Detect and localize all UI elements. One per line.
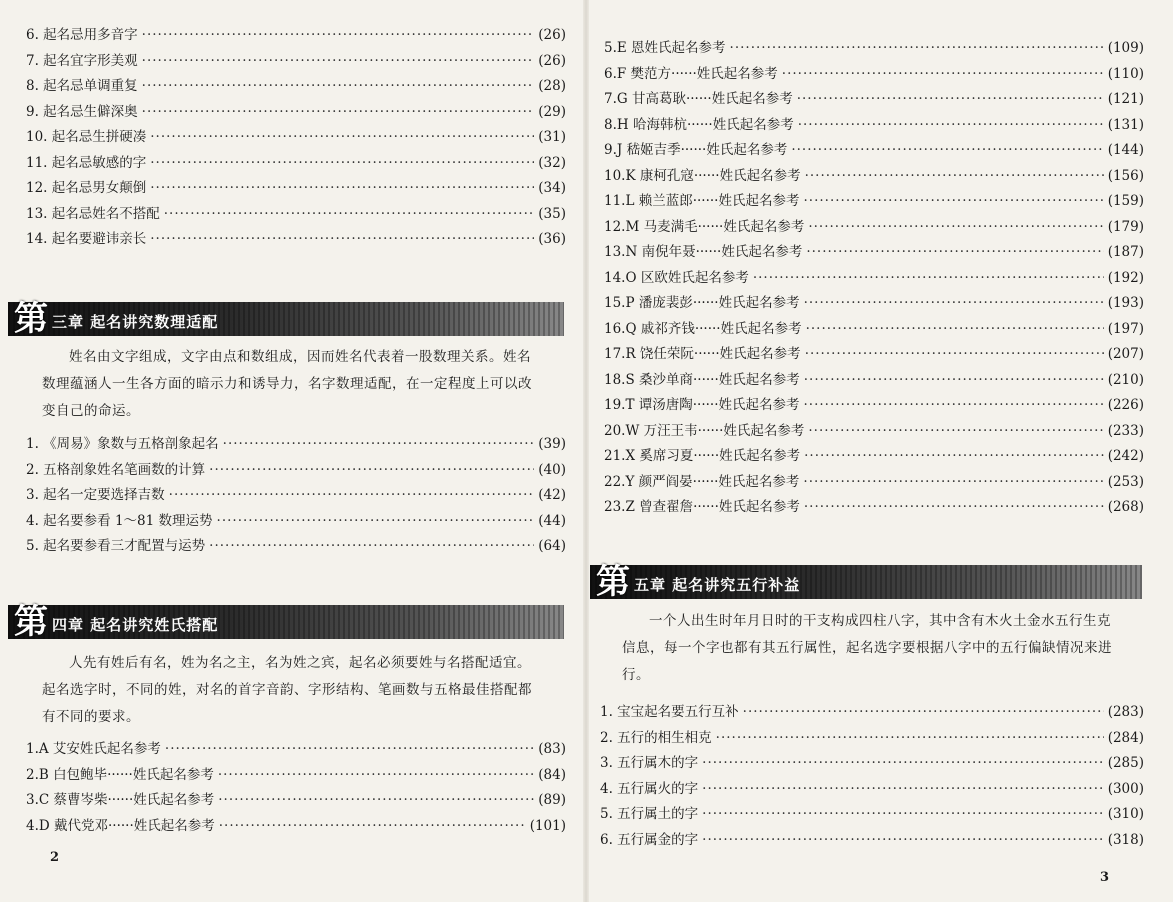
toc-leader-dots [806,244,1103,260]
right-page [586,0,1173,902]
toc-leader-dots [808,423,1103,439]
toc-item-label: 2. 五格剖象姓名笔画数的计算 [26,461,206,478]
toc-item-label: 5.E 恩姓氏起名参考 [604,40,726,56]
toc-item-page: (35) [538,205,566,222]
toc-item-page: (210) [1107,371,1144,388]
toc-item-page: (144) [1107,142,1144,158]
toc-item-page: (42) [538,487,566,503]
toc-item [600,726,1144,752]
toc-leader-dots [804,295,1104,311]
toc-item-label: 9.J 嵇姬吉季······姓氏起名参考 [604,142,788,158]
toc-item-page: (233) [1107,422,1144,439]
toc-item [604,164,1144,190]
chapter-title: 四章 起名讲究姓氏搭配 [52,616,219,634]
toc-leader-dots [702,781,1104,797]
toc-item [604,87,1144,113]
chapter-banner [590,562,1142,602]
toc-leader-dots [218,767,534,783]
toc-leader-dots [169,487,535,503]
toc-item-label: 15.P 潘庞裴彭······姓氏起名参考 [604,295,800,311]
toc-item [604,317,1144,343]
toc-item-label: 22.Y 颜严阎晏······姓氏起名参考 [604,473,800,490]
chapter-banner [8,602,564,642]
toc-item [26,202,566,228]
toc-item [604,266,1144,292]
toc-leader-dots [209,462,534,478]
toc-item [26,74,566,100]
chapter-initial: 第 [14,602,48,642]
toc-leader-dots [730,40,1104,56]
toc-leader-dots [165,741,534,757]
toc-leader-dots [804,448,1104,464]
toc-item-page: (32) [538,154,566,171]
toc-item-label: 10. 起名忌生拼硬凑 [26,129,147,145]
toc-item [604,138,1144,164]
toc-item-label: 2. 五行的相生相克 [600,729,712,746]
toc-item-page: (26) [538,27,566,43]
toc-leader-dots [716,730,1104,746]
toc-leader-dots [804,499,1104,515]
toc-item-label: 7. 起名宜字形美观 [26,52,138,69]
toc-item-label: 2.B 白包鲍毕······姓氏起名参考 [26,766,214,783]
toc-item-page: (110) [1107,65,1144,82]
toc-item-label: 1. 宝宝起名要五行互补 [600,704,739,720]
toc-item [604,368,1144,394]
toc-item-label: 6. 五行属金的字 [600,831,699,848]
toc-item [604,291,1144,317]
toc-item [600,828,1144,854]
chapter-initial: 第 [14,299,48,339]
toc-item-page: (40) [538,461,566,478]
toc-item [26,737,566,763]
toc-item [604,62,1144,88]
toc-item [26,763,566,789]
toc-leader-dots [702,755,1104,771]
toc-leader-dots [218,792,534,808]
toc-list [26,737,566,839]
toc-item-label: 4.D 戴代党邓······姓氏起名参考 [26,817,215,834]
toc-item-label: 6.F 樊范方······姓氏起名参考 [604,65,778,82]
toc-item-page: (207) [1107,346,1144,362]
toc-item [600,751,1144,777]
toc-leader-dots [808,219,1103,235]
toc-item [600,700,1144,726]
toc-item-label: 3. 五行属木的字 [600,755,699,771]
toc-item [26,176,566,202]
page-number: 3 [1100,870,1110,885]
toc-item-page: (83) [538,741,566,757]
toc-item-page: (193) [1107,295,1144,311]
toc-item [26,534,566,560]
toc-leader-dots [150,231,534,247]
toc-leader-dots [803,193,1103,209]
toc-item-page: (36) [538,231,566,247]
toc-leader-dots [217,513,535,529]
toc-leader-dots [806,321,1104,337]
toc-item-page: (31) [538,129,566,145]
toc-item-page: (64) [538,538,566,554]
toc-leader-dots [803,474,1103,490]
toc-item [604,113,1144,139]
toc-item-label: 1. 《周易》象数与五格剖象起名 [26,436,219,452]
left-page [0,0,586,902]
toc-item-page: (34) [538,180,566,196]
toc-item-label: 4. 五行属火的字 [600,780,699,797]
toc-item-page: (26) [538,52,566,69]
toc-item [26,483,566,509]
toc-item-label: 11.L 赖兰蓝郎······姓氏起名参考 [604,193,800,209]
toc-leader-dots [791,142,1103,158]
toc-item-page: (131) [1107,116,1144,133]
toc-leader-dots [142,53,535,69]
chapter-intro: 人先有姓后有名，姓为名之主，名为姓之宾，起名必须要姓与名搭配适宜。起名选字时，不同的姓，对名的首字音韵、字形结构、笔画数与五格最佳搭配都有不同的要求。 [42,655,532,725]
toc-leader-dots [150,180,534,196]
toc-item-page: (197) [1107,320,1144,337]
toc-list [26,23,566,253]
toc-item [26,458,566,484]
toc-item-label: 6. 起名忌用多音字 [26,27,138,43]
toc-list [26,432,566,560]
toc-item [604,495,1144,521]
toc-item-label: 3.C 蔡曹岑柴······姓氏起名参考 [26,792,215,808]
toc-leader-dots [702,832,1104,848]
toc-item-page: (44) [538,512,566,529]
toc-item-label: 7.G 甘高葛耿······姓氏起名参考 [604,91,793,107]
toc-leader-dots [743,704,1104,720]
toc-item-page: (242) [1107,448,1144,464]
toc-item-label: 20.W 万汪王韦······姓氏起名参考 [604,422,805,439]
toc-item-page: (29) [538,103,566,120]
toc-item-page: (285) [1107,755,1144,771]
toc-item-label: 4. 起名要参看 1～81 数理运势 [26,512,213,529]
toc-item-label: 8.H 哈海韩杭······姓氏起名参考 [604,116,794,133]
toc-item-label: 5. 五行属土的字 [600,806,699,822]
toc-item [604,470,1144,496]
chapter-intro: 一个人出生时年月日时的干支构成四柱八字，其中含有木火土金水五行生克信息，每一个字也都有其五行属性，起名选字要根据八字中的五行偏缺情况来进行。 [622,613,1112,683]
toc-item-label: 18.S 桑沙单商······姓氏起名参考 [604,371,800,388]
toc-item [26,100,566,126]
toc-item-page: (28) [538,78,566,94]
toc-item-label: 14. 起名要避讳亲长 [26,231,147,247]
toc-item-page: (39) [538,436,566,452]
toc-item-label: 8. 起名忌单调重复 [26,78,138,94]
toc-item [26,509,566,535]
toc-item [26,151,566,177]
toc-item-label: 3. 起名一定要选择吉数 [26,487,165,503]
toc-item-label: 13. 起名忌姓名不搭配 [26,205,160,222]
toc-item [604,342,1144,368]
toc-leader-dots [797,91,1104,107]
toc-item-page: (89) [538,792,566,808]
toc-item-label: 23.Z 曾查翟詹······姓氏起名参考 [604,499,800,515]
toc-item [26,23,566,49]
toc-leader-dots [142,27,535,43]
toc-item [604,419,1144,445]
toc-item [26,788,566,814]
toc-leader-dots [209,538,534,554]
toc-item-label: 13.N 南倪年聂······姓氏起名参考 [604,244,803,260]
chapter-initial: 第 [596,562,630,602]
toc-item [26,814,566,840]
toc-item [604,393,1144,419]
chapter-title: 三章 起名讲究数理适配 [52,313,219,331]
toc-item-page: (159) [1107,193,1144,209]
toc-item-label: 21.X 奚席习夏······姓氏起名参考 [604,448,801,464]
toc-leader-dots [804,372,1104,388]
toc-leader-dots [702,806,1104,822]
toc-item-page: (318) [1107,831,1144,848]
toc-item-label: 10.K 康柯孔寇······姓氏起名参考 [604,167,801,184]
toc-item [604,240,1144,266]
toc-item-page: (192) [1107,269,1144,286]
toc-item-label: 12. 起名忌男女颠倒 [26,180,147,196]
toc-item-label: 12.M 马麦满毛······姓氏起名参考 [604,218,805,235]
toc-item-label: 17.R 饶任荣阮······姓氏起名参考 [604,346,801,362]
toc-item-page: (187) [1107,244,1144,260]
toc-item-page: (283) [1107,704,1144,720]
toc-leader-dots [150,155,534,171]
chapter-title: 五章 起名讲究五行补益 [634,576,801,594]
toc-item-page: (253) [1107,473,1144,490]
toc-leader-dots [753,270,1104,286]
toc-item [600,802,1144,828]
toc-item [604,189,1144,215]
chapter-banner [8,299,564,339]
toc-item [604,444,1144,470]
toc-item-page: (310) [1107,806,1144,822]
toc-leader-dots [805,168,1104,184]
toc-item-page: (284) [1107,729,1144,746]
page-number: 2 [50,850,60,865]
toc-item-label: 16.Q 戚祁齐钱······姓氏起名参考 [604,320,802,337]
toc-item-page: (226) [1107,397,1144,413]
toc-item-label: 9. 起名忌生僻深奥 [26,103,138,120]
toc-leader-dots [164,206,535,222]
toc-leader-dots [223,436,535,452]
toc-item [26,227,566,253]
toc-item-label: 1.A 艾安姓氏起名参考 [26,741,161,757]
toc-item-page: (101) [529,817,566,834]
toc-item [600,777,1144,803]
toc-item-page: (179) [1107,218,1144,235]
toc-item-page: (156) [1107,167,1144,184]
toc-leader-dots [798,117,1104,133]
toc-leader-dots [150,129,534,145]
toc-item [26,49,566,75]
toc-list [600,700,1144,853]
toc-list [604,36,1144,521]
toc-leader-dots [142,104,535,120]
toc-item [604,36,1144,62]
chapter-intro: 姓名由文字组成，文字由点和数组成，因而姓名代表着一股数理关系。姓名数理蕴涵人一生各方面的暗示力和诱导力，名字数理适配，在一定程度上可以改变自己的命运。 [42,349,532,419]
toc-item-label: 14.O 区欧姓氏起名参考 [604,269,749,286]
toc-item-page: (84) [538,766,566,783]
toc-item [604,215,1144,241]
toc-item-label: 5. 起名要参看三才配置与运势 [26,538,206,554]
toc-leader-dots [805,346,1104,362]
toc-item [26,125,566,151]
toc-item-page: (268) [1107,499,1144,515]
toc-leader-dots [142,78,535,94]
toc-item [26,432,566,458]
toc-item-page: (300) [1107,780,1144,797]
toc-leader-dots [804,397,1104,413]
toc-item-page: (109) [1107,40,1144,56]
toc-leader-dots [782,66,1104,82]
toc-item-label: 11. 起名忌敏感的字 [26,154,147,171]
toc-item-label: 19.T 谭汤唐陶······姓氏起名参考 [604,397,800,413]
toc-leader-dots [219,818,526,834]
toc-item-page: (121) [1107,91,1144,107]
